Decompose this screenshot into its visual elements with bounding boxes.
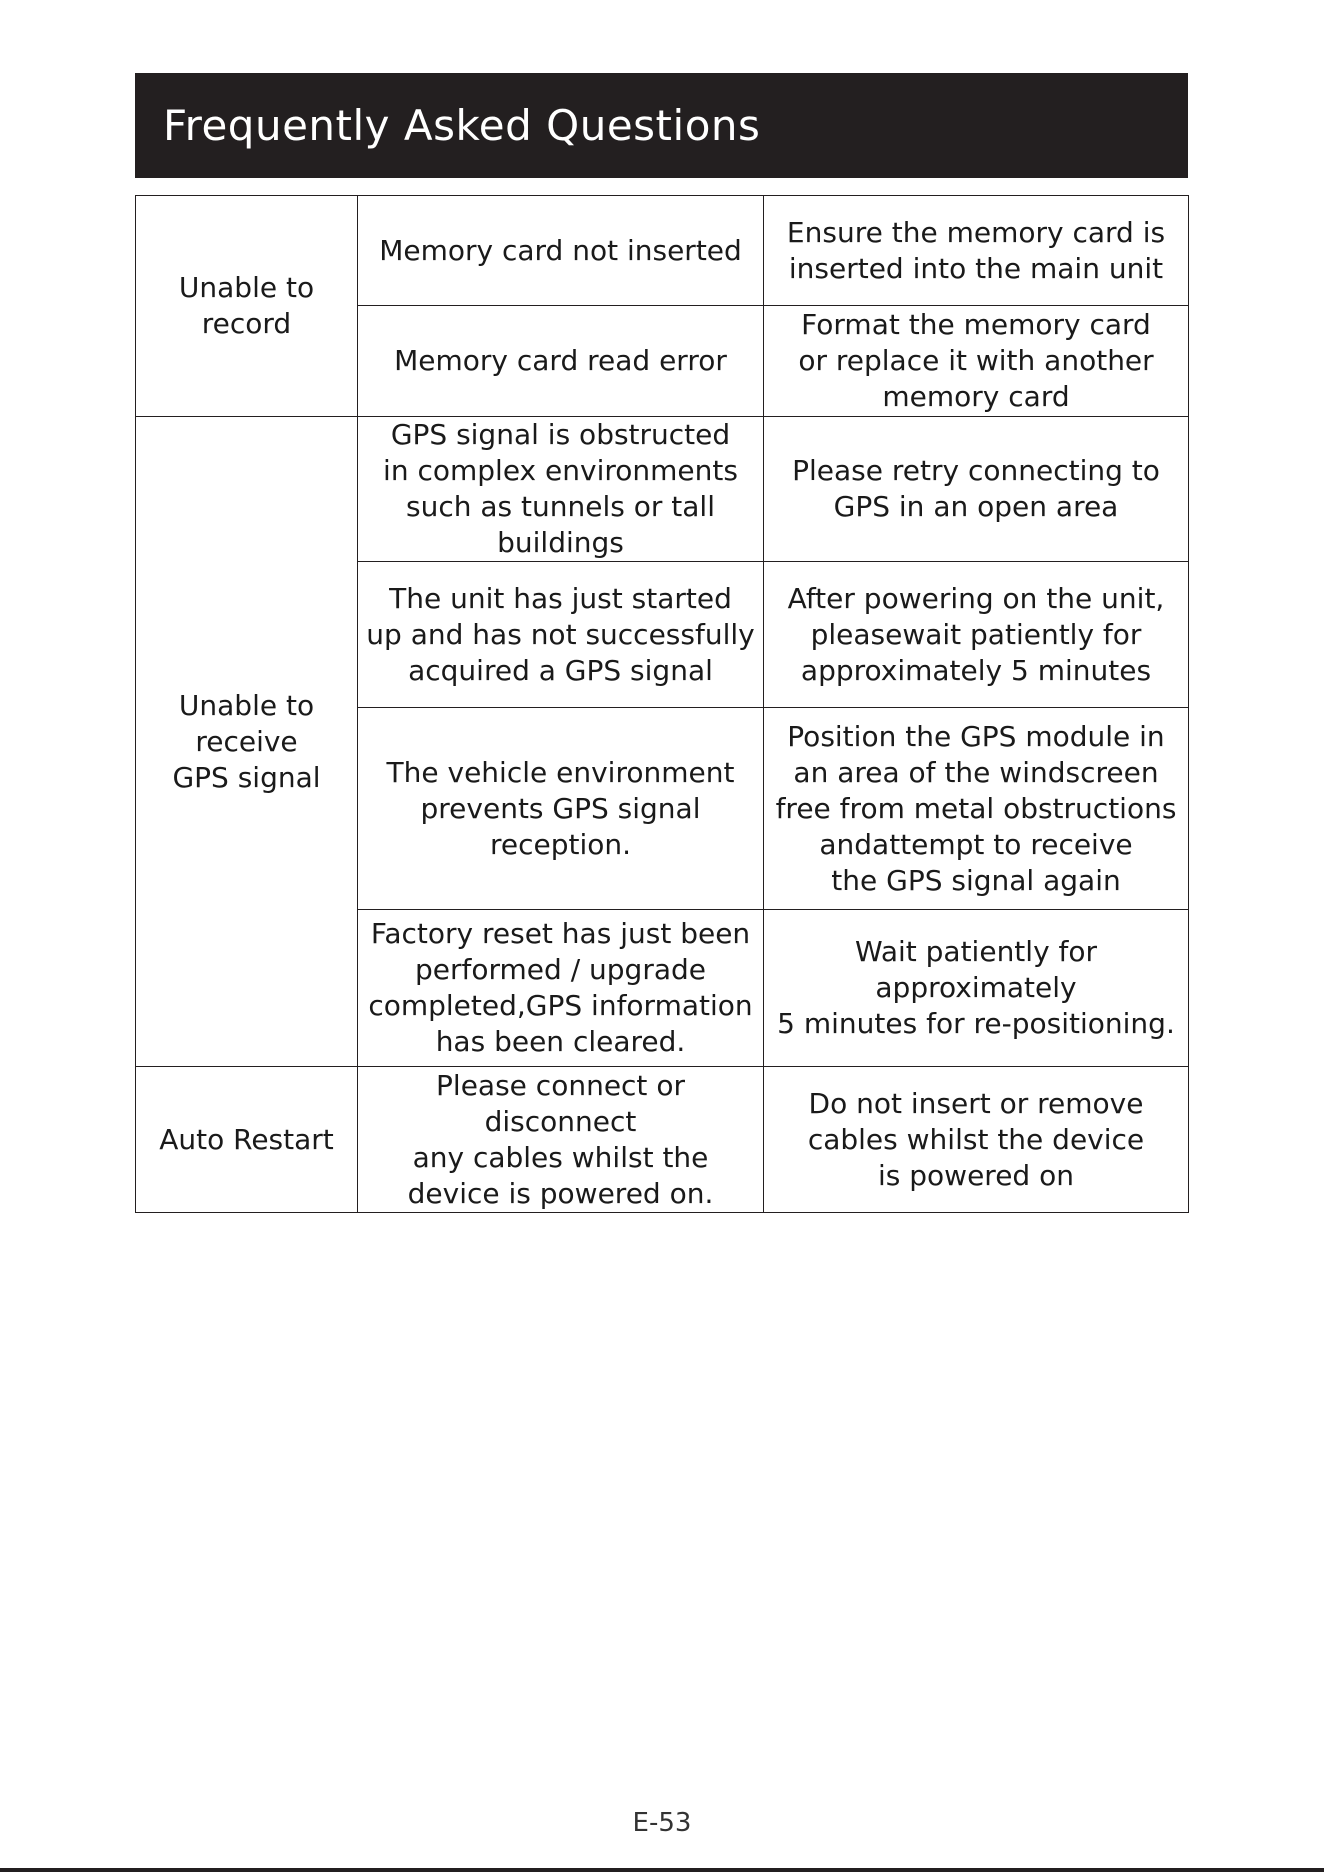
solution-cell: Position the GPS module in an area of the windscreen free from metal obstructions andattempt to receive the GPS signal again [764, 708, 1189, 910]
table-row [136, 1067, 1189, 1213]
table-row [136, 417, 1189, 562]
solution-cell: After powering on the unit, pleasewait patiently for approximately 5 minutes [764, 562, 1189, 708]
cause-cell: The unit has just started up and has not successfully acquired a GPS signal [358, 562, 764, 708]
problem-cell: Auto Restart [136, 1067, 358, 1213]
faq-table [135, 195, 1189, 1213]
cause-cell: The vehicle environment prevents GPS signal reception. [358, 708, 764, 910]
solution-cell: Format the memory card or replace it with another memory card [764, 306, 1189, 417]
cause-cell: Memory card read error [358, 306, 764, 417]
problem-cell: Unable to receive GPS signal [136, 417, 358, 1067]
solution-cell: Wait patiently for approximately 5 minutes for re-positioning. [764, 910, 1189, 1067]
cause-cell: Factory reset has just been performed / upgrade completed,GPS information has been cleared. [358, 910, 764, 1067]
table-row [136, 196, 1189, 306]
page-number: E-53 [632, 1808, 692, 1838]
solution-cell: Do not insert or remove cables whilst the device is powered on [764, 1067, 1189, 1213]
bottom-divider [0, 1868, 1324, 1872]
cause-cell: GPS signal is obstructed in complex environments such as tunnels or tall buildings [358, 417, 764, 562]
problem-cell: Unable to record [136, 196, 358, 417]
solution-cell: Ensure the memory card is inserted into the main unit [764, 196, 1189, 306]
cause-cell: Memory card not inserted [358, 196, 764, 306]
cause-cell: Please connect or disconnect any cables whilst the device is powered on. [358, 1067, 764, 1213]
title-banner [135, 73, 1188, 178]
solution-cell: Please retry connecting to GPS in an open area [764, 417, 1189, 562]
page-title: Frequently Asked Questions [163, 101, 761, 150]
